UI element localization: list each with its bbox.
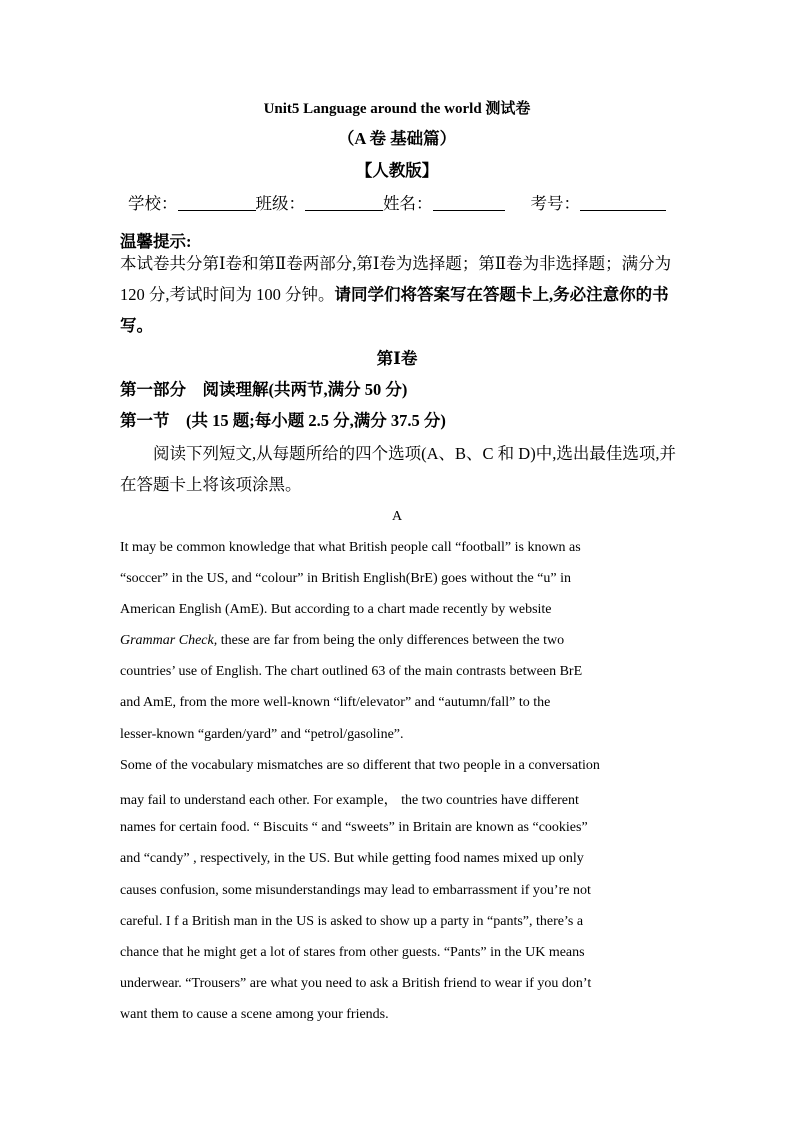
passage-line: causes confusion, some misunderstandings may lead to embarrassment if you’re not <box>120 883 591 898</box>
student-info-row <box>128 190 666 214</box>
notice-body <box>120 248 680 341</box>
document-subtitle: （A 卷 基础篇） <box>337 129 457 148</box>
passage-line: want them to cause a scene among your friends. <box>120 1007 389 1022</box>
class-label: 班级： <box>255 194 305 213</box>
passage-line: “soccer” in the US, and “colour” in British English(BrE) goes without the “u” in <box>120 571 572 586</box>
document-title: Unit5 Language around the world 测试卷 <box>263 101 531 117</box>
passage-line-text: these are far from being the only differences between the two <box>220 633 565 648</box>
part-title: 第一部分 阅读理解(共两节,满分 50 分) <box>120 380 408 399</box>
notice-text: 本试卷共分第Ⅰ卷和第Ⅱ卷两部分,第Ⅰ卷为选择题；第Ⅱ卷为非选择题；满分为 120 分,考试时间为 100 分钟。 <box>120 254 672 304</box>
passage-label: A <box>391 509 403 524</box>
passage-line: names for certain food. “ Biscuits “ and “sweets” in Britain are known as “cookies” <box>120 820 588 835</box>
passage-line: may fail to understand each other. For example， the two countries have different <box>120 793 579 808</box>
school-label: 学校： <box>128 194 178 213</box>
passage-line <box>120 633 564 649</box>
passage-line: lesser-known “garden/yard” and “petrol/gasoline”. <box>120 727 404 742</box>
notice-heading: 温馨提示: <box>120 232 192 251</box>
website-name: Grammar Check, <box>120 633 218 648</box>
passage-line: chance that he might get a lot of stares from other guests. “Pants” in the UK means <box>120 945 585 960</box>
school-blank <box>178 195 256 211</box>
reading-instruction: 阅读下列短文,从每题所给的四个选项(A、B、C 和 D)中,选出最佳选项,并在答题卡上将该项涂黑。 <box>120 444 676 494</box>
name-blank <box>433 195 505 211</box>
name-label: 姓名： <box>383 194 433 213</box>
class-blank <box>305 195 383 211</box>
passage-line: underwear. “Trousers” are what you need to ask a British friend to wear if you don’t <box>120 976 592 991</box>
passage-line: and “candy” , respectively, in the US. But while getting food names mixed up only <box>120 851 584 866</box>
passage-line: American English (AmE). But according to a chart made recently by website <box>120 602 552 617</box>
subsection-title: 第一节 (共 15 题;每小题 2.5 分,满分 37.5 分) <box>120 411 446 430</box>
exam-number-blank <box>580 195 666 211</box>
exam-number-label: 考号： <box>530 194 580 213</box>
volume-title: 第Ⅰ卷 <box>376 349 418 368</box>
passage-line: and AmE, from the more well-known “lift/elevator” and “autumn/fall” to the <box>120 695 551 710</box>
passage-line: careful. I f a British man in the US is asked to show up a party in “pants”, there’s a <box>120 914 584 929</box>
passage-line: countries’ use of English. The chart outlined 63 of the main contrasts between BrE <box>120 664 583 679</box>
passage-line: It may be common knowledge that what British people call “football” is known as <box>120 540 581 555</box>
notice-emphasis: 请同学们将答案写在答题卡上,务必注意你的书写。 <box>120 285 669 335</box>
edition-label: 【人教版】 <box>355 161 439 180</box>
passage-line: Some of the vocabulary mismatches are so different that two people in a conversation <box>120 758 600 773</box>
